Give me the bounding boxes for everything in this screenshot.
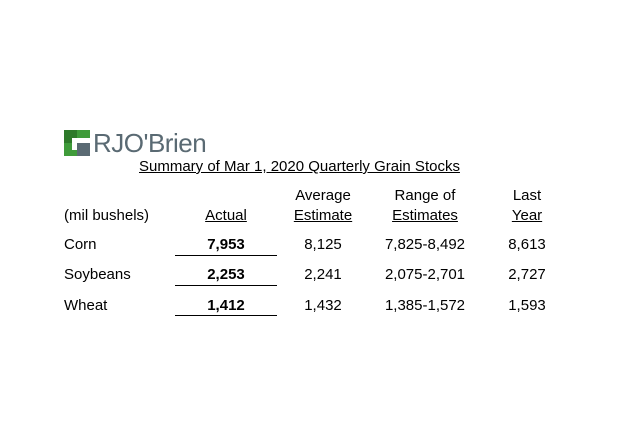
row-soybeans-name: Soybeans <box>64 266 131 283</box>
header-last-line2: Year <box>511 207 543 224</box>
report-title: Summary of Mar 1, 2020 Quarterly Grain Stocks <box>139 158 460 175</box>
row-corn-range: 7,825-8,492 <box>384 236 466 253</box>
header-range-line2: Estimates <box>392 207 458 224</box>
row-corn-name: Corn <box>64 236 97 253</box>
row-corn-actual-rule <box>175 255 277 256</box>
row-soybeans-last-year: 2,727 <box>508 266 546 283</box>
rjobrien-logo-mark-icon <box>64 130 90 156</box>
header-actual: Actual <box>205 207 247 224</box>
row-wheat-actual: 1,412 <box>207 297 245 314</box>
row-soybeans-actual: 2,253 <box>207 266 245 283</box>
row-soybeans-actual-rule <box>175 285 277 286</box>
units-label: (mil bushels) <box>64 207 150 224</box>
row-wheat-last-year: 1,593 <box>508 297 546 314</box>
row-soybeans-range: 2,075-2,701 <box>384 266 466 283</box>
header-average-line1: Average <box>295 187 351 204</box>
row-wheat-actual-rule <box>175 315 277 316</box>
header-last-line1: Last <box>512 187 542 204</box>
header-range-line1: Range of <box>394 187 456 204</box>
row-wheat-name: Wheat <box>64 297 108 314</box>
row-soybeans-average: 2,241 <box>304 266 342 283</box>
row-corn-actual: 7,953 <box>207 236 245 253</box>
header-average-line2: Estimate <box>293 207 353 224</box>
rjobrien-logo <box>64 128 206 158</box>
row-wheat-range: 1,385-1,572 <box>384 297 466 314</box>
row-corn-last-year: 8,613 <box>508 236 546 253</box>
logo-wordmark: RJO'Brien <box>93 128 207 158</box>
row-wheat-average: 1,432 <box>304 297 342 314</box>
row-corn-average: 8,125 <box>304 236 342 253</box>
